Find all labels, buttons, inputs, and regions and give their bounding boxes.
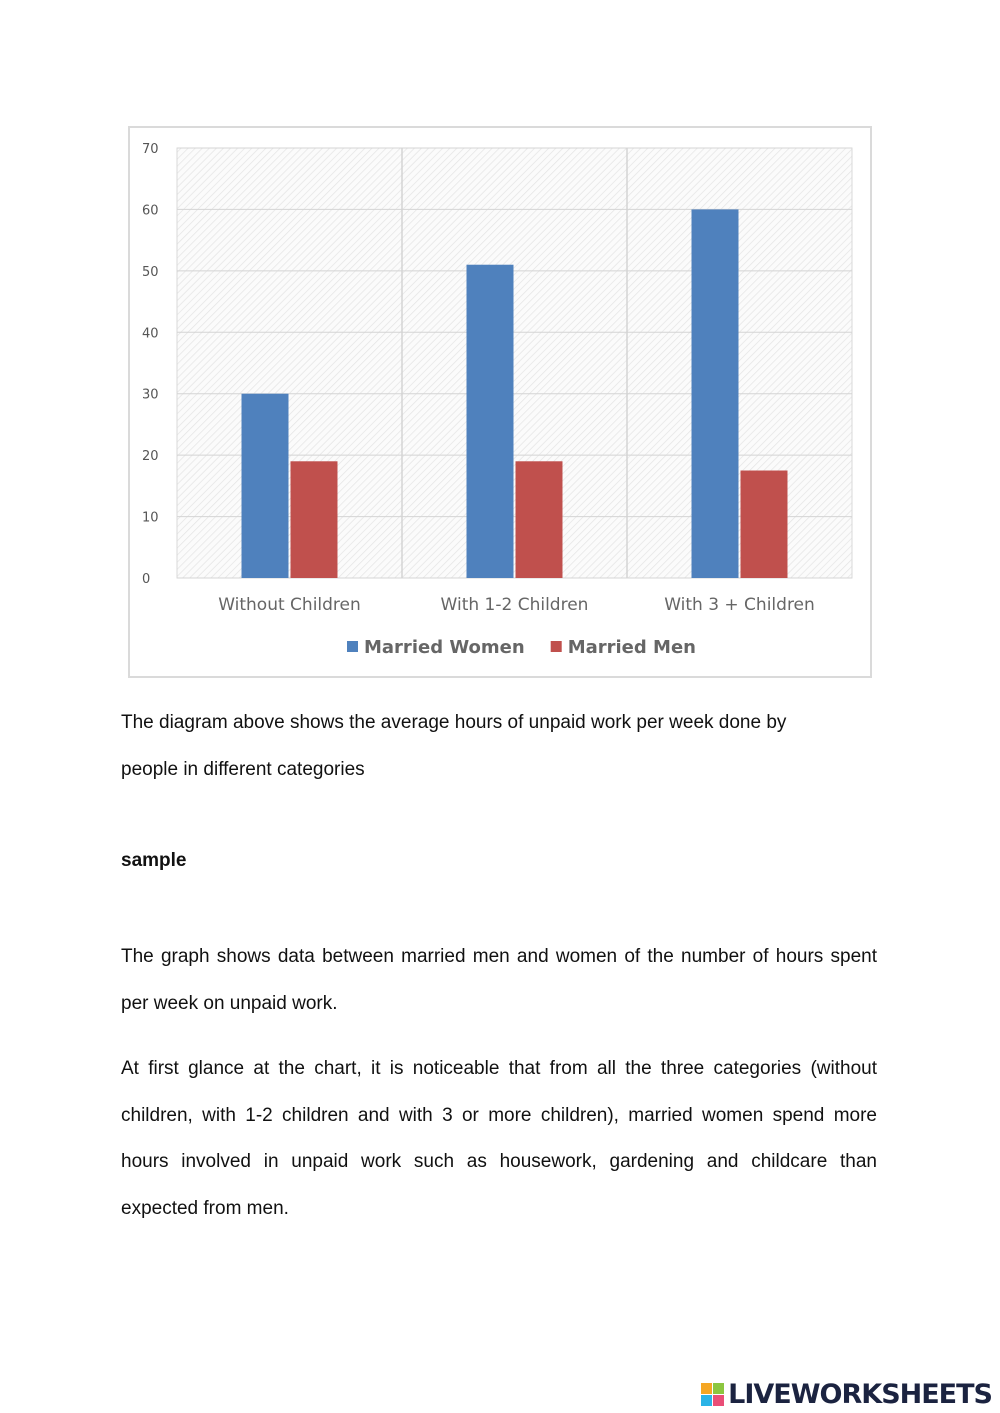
y-tick-label: 20 [142, 449, 159, 465]
bar-married-women [467, 265, 514, 578]
paragraph-2: At first glance at the chart, it is noticeable that from all the three categories (without children, with 1-2 children and with 3 or more children), married women spend more hours involved in unpaid work such as housework, gardening and childcare than expected from men. [121, 1058, 877, 1219]
chart-caption [121, 700, 877, 793]
legend-swatch [347, 641, 358, 652]
logo-square-2 [713, 1383, 724, 1394]
bar-married-men [516, 461, 563, 578]
brand-text: LIVEWORKSHEETS [728, 1378, 992, 1410]
bar-chart [128, 126, 872, 678]
sample-heading: sample [121, 850, 187, 871]
legend-label: Married Men [567, 637, 696, 658]
logo-square-4 [713, 1395, 724, 1406]
bar-married-men [741, 471, 788, 579]
liveworksheets-branding [701, 1376, 992, 1412]
y-tick-label: 50 [142, 264, 159, 280]
caption-line-1: The diagram above shows the average hours of unpaid work per week done by [121, 712, 787, 733]
y-tick-label: 30 [142, 387, 159, 403]
x-tick-label: With 1-2 Children [440, 595, 589, 615]
chart-canvas [130, 128, 870, 676]
bar-married-women [692, 209, 739, 578]
bar-married-women [242, 394, 289, 578]
legend-swatch [551, 641, 562, 652]
bar-married-men [291, 461, 338, 578]
liveworksheets-logo-icon [701, 1383, 724, 1406]
y-tick-label: 70 [142, 142, 159, 157]
y-tick-label: 10 [142, 510, 159, 526]
y-tick-label: 0 [142, 572, 151, 587]
paragraph-1: The graph shows data between married men and women of the number of hours spent per week on unpaid work. [121, 946, 877, 1014]
y-tick-label: 60 [142, 203, 159, 219]
x-tick-label: Without Children [218, 595, 361, 615]
logo-square-1 [701, 1383, 712, 1394]
logo-square-3 [701, 1395, 712, 1406]
x-tick-label: With 3 + Children [664, 595, 815, 615]
legend-label: Married Women [364, 637, 525, 658]
y-tick-label: 40 [142, 326, 159, 342]
caption-line-2: people in different categories [121, 758, 365, 780]
